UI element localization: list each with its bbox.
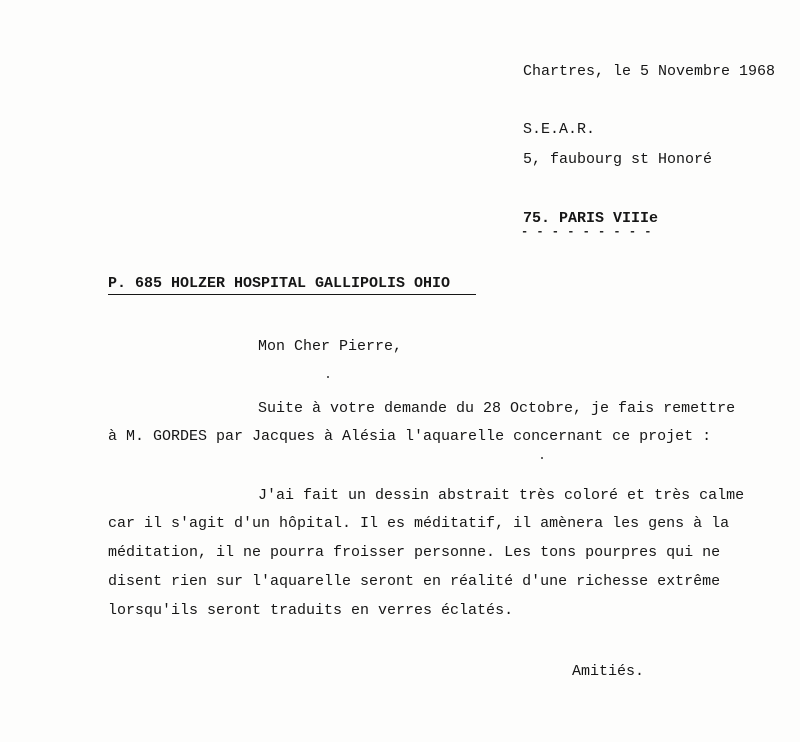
recipient-line-2: 5, faubourg st Honoré (523, 151, 713, 168)
recipient-line-3-underline: - - - - - - - - - (521, 225, 652, 239)
closing: Amitiés. (572, 663, 645, 680)
paragraph-2-line-4: disent rien sur l'aquarelle seront en réalité d'une richesse extrême (108, 573, 721, 590)
paragraph-2-line-5: lorsqu'ils seront traduits en verres éclatés. (108, 602, 514, 619)
recipient-line-1: S.E.A.R. (523, 121, 596, 138)
paragraph-1-line-2: à M. GORDES par Jacques à Alésia l'aquarelle concernant ce projet : (108, 428, 712, 445)
paragraph-1-line-1: Suite à votre demande du 28 Octobre, je fais remettre (258, 400, 736, 417)
ink-speck (541, 457, 543, 459)
reference-underline (108, 294, 476, 295)
recipient-line-3: 75. PARIS VIIIe (523, 210, 659, 227)
reference-line: P. 685 HOLZER HOSPITAL GALLIPOLIS OHIO (108, 275, 451, 292)
salutation: Mon Cher Pierre, (258, 338, 403, 355)
paragraph-2-line-3: méditation, il ne pourra froisser personne. Les tons pourpres qui ne (108, 544, 721, 561)
paragraph-2-line-1: J'ai fait un dessin abstrait très coloré et très calme (258, 487, 745, 504)
paragraph-2-line-2: car il s'agit d'un hôpital. Il es méditatif, il amènera les gens à la (108, 515, 730, 532)
ink-speck (327, 376, 329, 378)
date-line: Chartres, le 5 Novembre 1968 (523, 63, 776, 80)
